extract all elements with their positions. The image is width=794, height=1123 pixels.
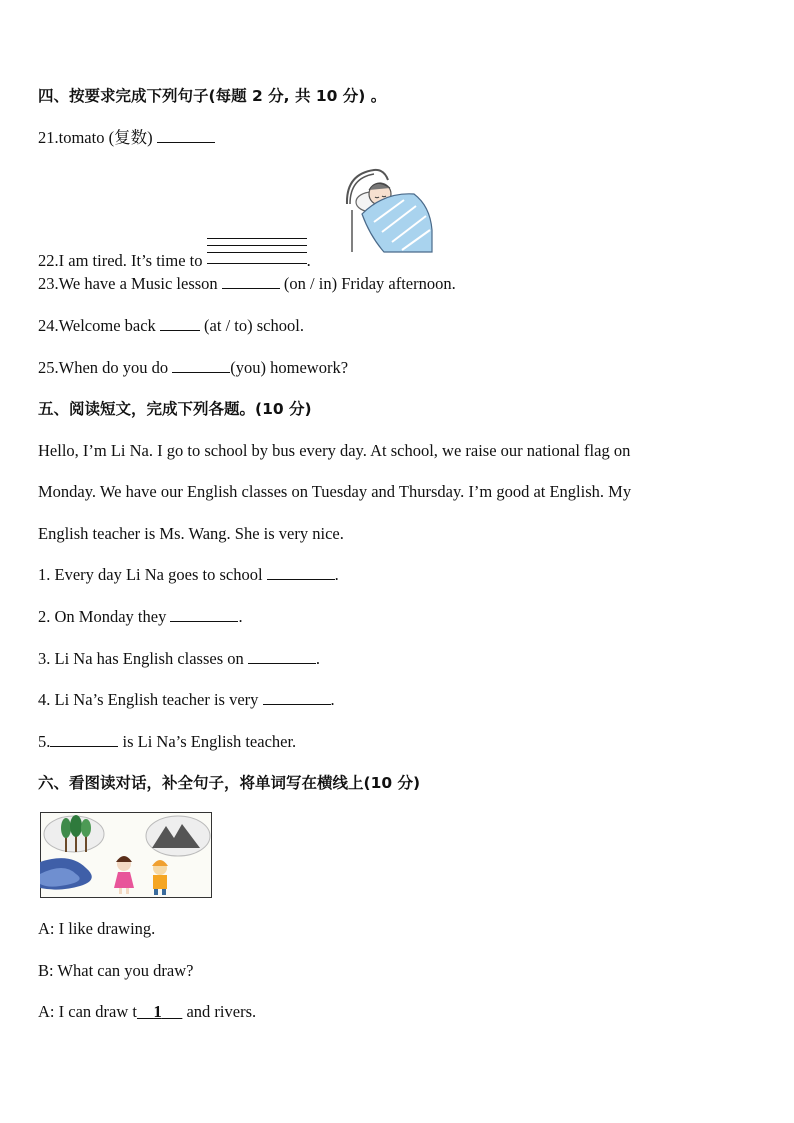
rq1-text-after: . — [334, 565, 339, 584]
blank-1[interactable] — [137, 1002, 182, 1021]
dialogue-line-2: B: What can you draw? — [38, 961, 194, 980]
dialogue-line-3 — [38, 1002, 256, 1022]
rq3-answer-blank[interactable] — [248, 649, 316, 664]
q22-writing-lines[interactable] — [207, 238, 307, 268]
question-24 — [38, 316, 304, 336]
reading-question-5 — [38, 732, 296, 752]
blank-1-number: 1 — [153, 1002, 162, 1021]
q25-text-after: (you) homework? — [230, 358, 349, 377]
section5-heading: 五、阅读短文，完成下列各题。(10 分) — [38, 400, 312, 418]
section4-heading: 四、按要求完成下列句子(每题 2 分, 共 10 分) 。 — [38, 87, 387, 105]
dialogue-3-text-after: and rivers. — [182, 1002, 257, 1021]
reading-question-4 — [38, 690, 335, 710]
q25-text-before: When do you do — [58, 358, 173, 377]
q23-answer-blank[interactable] — [222, 274, 280, 289]
rq1-answer-blank[interactable] — [267, 565, 335, 580]
rq5-text-after: is Li Na’s English teacher. — [118, 732, 297, 751]
passage-line-1: Hello, I’m Li Na. I go to school by bus every day. At school, we raise our national flag on — [38, 441, 631, 460]
reading-question-1 — [38, 565, 339, 585]
q21-number: 21. — [38, 128, 59, 147]
q22-number: 22. — [38, 251, 59, 270]
q24-text-after: (at / to) school. — [199, 316, 304, 335]
q21-answer-blank[interactable] — [157, 128, 215, 143]
passage-line-3: English teacher is Ms. Wang. She is very nice. — [38, 524, 344, 543]
reading-question-2 — [38, 607, 243, 627]
sleeping-child-illustration — [344, 166, 434, 254]
rq4-answer-blank[interactable] — [263, 690, 331, 705]
section6-heading: 六、看图读对话，补全句子，将单词写在横线上(10 分) — [38, 774, 421, 792]
q23-number: 23. — [38, 274, 59, 293]
rq5-text-before: 5. — [38, 732, 51, 751]
rq3-text-before: 3. Li Na has English classes on — [38, 649, 248, 668]
q22-period: . — [306, 251, 311, 270]
q24-text-before: Welcome back — [58, 316, 160, 335]
q25-number: 25. — [38, 358, 59, 377]
rq2-text-after: . — [238, 607, 243, 626]
q21-text: tomato (复数) — [58, 128, 157, 147]
q23-text-before: We have a Music lesson — [58, 274, 222, 293]
dialogue-3-text-before: A: I can draw t — [38, 1002, 137, 1021]
rq2-answer-blank[interactable] — [170, 607, 238, 622]
q23-text-after: (on / in) Friday afternoon. — [279, 274, 456, 293]
q22-text: I am tired. It’s time to — [58, 251, 207, 270]
rq4-text-before: 4. Li Na’s English teacher is very — [38, 690, 263, 709]
question-22 — [38, 238, 311, 271]
question-21 — [38, 128, 215, 148]
rq5-answer-blank[interactable] — [50, 732, 118, 747]
q24-answer-blank[interactable] — [160, 316, 200, 331]
rq1-text-before: 1. Every day Li Na goes to school — [38, 565, 267, 584]
dialogue-line-1: A: I like drawing. — [38, 919, 156, 938]
question-25 — [38, 358, 348, 378]
reading-question-3 — [38, 649, 320, 669]
rq2-text-before: 2. On Monday they — [38, 607, 171, 626]
q25-answer-blank[interactable] — [172, 358, 230, 373]
q24-number: 24. — [38, 316, 59, 335]
passage-line-2: Monday. We have our English classes on Tuesday and Thursday. I’m good at English. My — [38, 482, 632, 501]
children-drawing-scene-illustration — [40, 812, 212, 898]
rq4-text-after: . — [330, 690, 335, 709]
question-23 — [38, 274, 456, 294]
rq3-text-after: . — [315, 649, 321, 668]
